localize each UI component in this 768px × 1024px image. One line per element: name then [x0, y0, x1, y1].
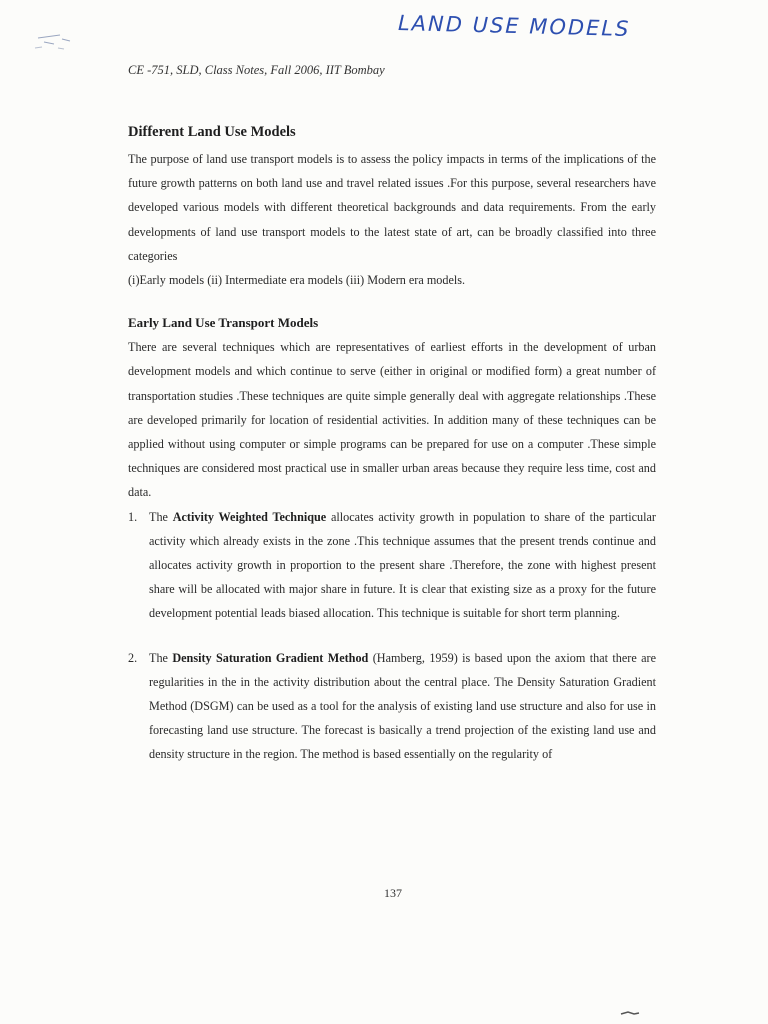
item-prefix: The [149, 650, 173, 665]
scan-edge-mark [620, 1010, 640, 1016]
section-title-early-models: Early Land Use Transport Models [128, 315, 319, 331]
method-description: allocates activity growth in population to share of the particular activity which already exists in the zone .This technique assumes that the present trends continue and allocates activity growth in proportion to the present share .Therefore, the zone with highest present share will be allocated with major share in future. It is clear that existing size as a proxy for the future development potential leads biased allocation. This technique is suitable for short term planning. [149, 509, 656, 621]
model-categories-line: (i)Early models (ii) Intermediate era models (iii) Modern era models. [128, 273, 466, 288]
item-number: 1. [128, 509, 138, 524]
method-item-activity-weighted [128, 505, 656, 626]
method-description: (Hamberg, 1959) is based upon the axiom that there are regularities in the in the activity distribution about the central place. The Density Saturation Gradient Method (DSGM) can be used as a tool for the analysis of existing land use structure and also for use in forecasting land use structure. The forecast is basically a trend projection of the existing land use and density structure in the region. The method is based essentially on the regularity of [149, 650, 657, 762]
method-term: Activity Weighted Technique [172, 509, 327, 524]
early-models-paragraph: There are several techniques which are representatives of earliest efforts in the development of urban development models and which continue to serve (either in original or modified form) a great number of transportation studies .These techniques are quite simple generally deal with aggregate relationships .These are developed primarily for location of residential activities. In addition many of these techniques can be applied without using computer or simple programs can be prepared for use on a computer .These simple techniques are considered most practical use in smaller urban areas because they require less time, cost and data. [128, 340, 656, 500]
item-prefix: The [149, 509, 173, 524]
handwritten-annotation: LAND USE MODELS [397, 10, 631, 42]
methods-list [128, 505, 656, 767]
section-title-different-land-use-models: Different Land Use Models [128, 124, 296, 140]
page-number: 137 [384, 886, 402, 900]
scan-smudge-mark [30, 30, 90, 70]
item-number: 2. [128, 650, 138, 665]
intro-paragraph: The purpose of land use transport models is to assess the policy impacts in terms of the implications of the future growth patterns on both land use and travel related issues .For this purpose, several researchers have developed various models with different theoretical backgrounds and data requirements. From the early developments of land use transport models to the latest state of art, can be broadly classified into three categories [128, 152, 656, 263]
method-item-density-saturation [128, 646, 656, 767]
main-content [128, 124, 656, 767]
course-header: CE -751, SLD, Class Notes, Fall 2006, IIT Bombay [128, 63, 385, 77]
method-term: Density Saturation Gradient Method [172, 650, 369, 665]
